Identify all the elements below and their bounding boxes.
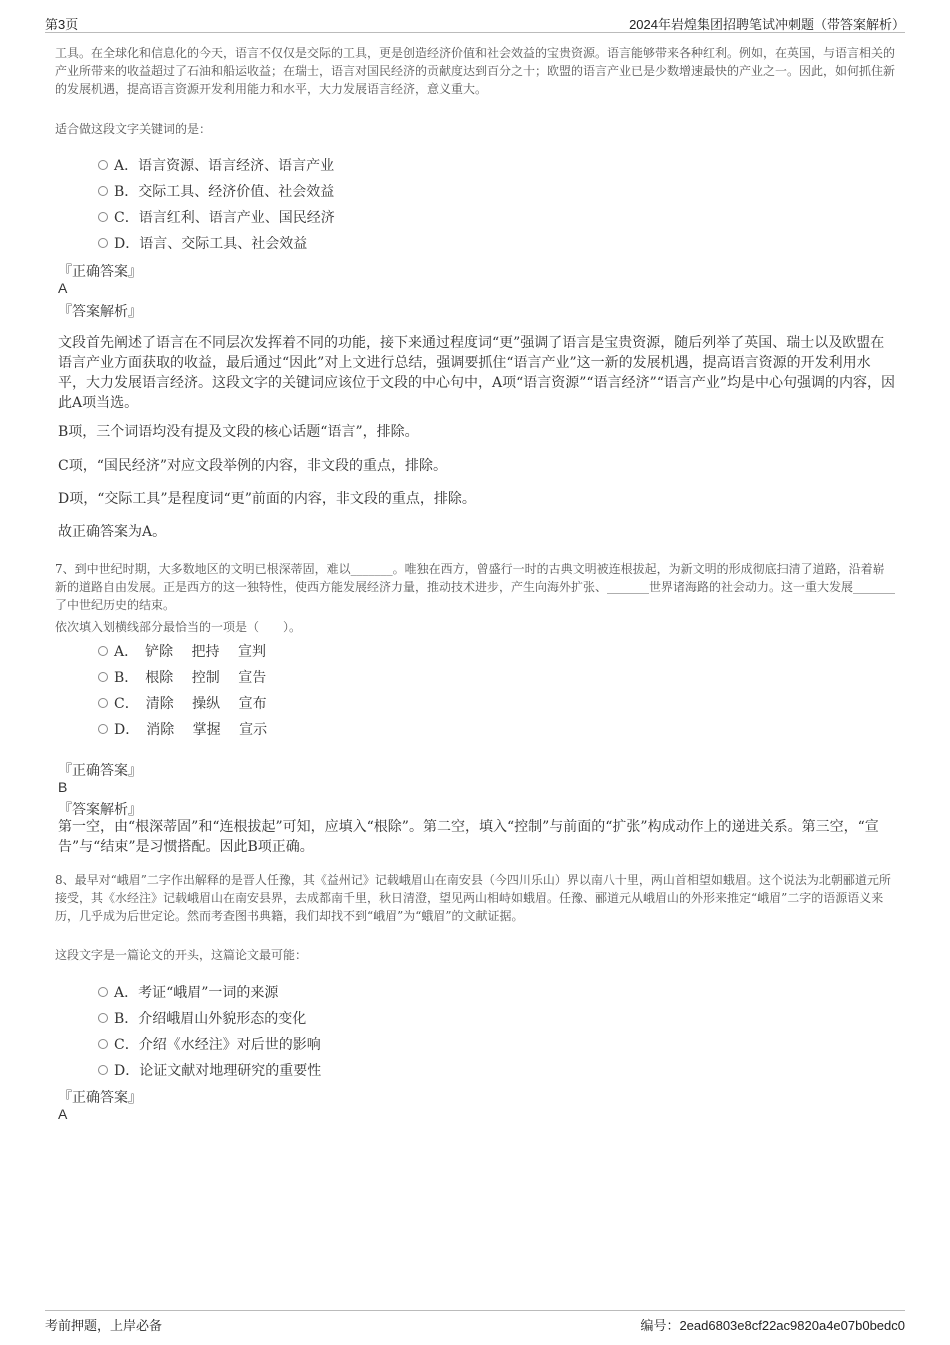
page-header	[45, 12, 905, 33]
q7-option-b[interactable]: B． 根除 控制 宣告	[98, 667, 266, 687]
page-number: 第3页	[45, 17, 79, 32]
q8-option-c[interactable]: C．介绍《水经注》对后世的影响	[98, 1034, 321, 1054]
q6-analysis-b: B项，三个词语均没有提及文段的核心话题“语言”，排除。	[58, 424, 419, 440]
q8-question: 这段文字是一篇论文的开头，这篇论文最可能：	[55, 948, 308, 962]
q6-option-b[interactable]: B．交际工具、经济价值、社会效益	[98, 181, 334, 201]
radio-icon[interactable]	[98, 698, 108, 708]
radio-icon[interactable]	[98, 212, 108, 222]
q7-answer-label: 『正确答案』	[58, 762, 142, 778]
q6-option-d[interactable]: D．语言、交际工具、社会效益	[98, 233, 307, 253]
footer-slogan: 考前押题，上岸必备	[45, 1318, 163, 1333]
document-code: 编号：2ead6803e8cf22ac9820a4e07b0bedc0	[640, 1318, 905, 1333]
q6-analysis-label: 『答案解析』	[58, 303, 142, 319]
radio-icon[interactable]	[98, 1039, 108, 1049]
radio-icon[interactable]	[98, 186, 108, 196]
q6-passage: 工具。在全球化和信息化的今天，语言不仅仅是交际的工具，更是创造经济价值和社会效益的宝贵资源。语言能够带来各种红利。例如，在英国，与语言相关的产业所带来的收益超过了石油和船运收益；在瑞士，语言对国民经济的贡献度达到百分之十；欧盟的语言产业已是少数增速最快的产业之一。因此，如何抓住新的发展机遇，提高语言资源开发利用能力和水平，大力发展语言经济，意义重大。	[55, 46, 896, 96]
q6-question: 适合做这段文字关键词的是：	[55, 122, 212, 136]
q6-option-a[interactable]: A．语言资源、语言经济、语言产业	[98, 155, 334, 175]
q8-option-b[interactable]: B．介绍峨眉山外貌形态的变化	[98, 1008, 306, 1028]
q6-analysis-d: D项，“交际工具”是程度词“更”前面的内容，非文段的重点，排除。	[58, 491, 476, 507]
radio-icon[interactable]	[98, 1065, 108, 1075]
radio-icon[interactable]	[98, 238, 108, 248]
q8-passage: 8、最早对“峨眉”二字作出解释的是晋人任豫，其《益州记》记载峨眉山在南安县（今四川乐山）界以南八十里，两山首相望如蛾眉。这个说法为北朝郦道元所接受，其《水经注》记载峨眉山在南安县界，去成都南千里，秋日清澄，望见两山相峙如蛾眉。任豫、郦道元从峨眉山的外形来推定“峨眉”二字的语源语义来历，几乎成为后世定论。然而考查图书典籍，我们却找不到“峨眉”为“蛾眉”的文献证据。	[55, 873, 891, 923]
q7-option-a[interactable]: A． 铲除 把持 宣判	[98, 641, 266, 661]
q8-option-a[interactable]: A．考证“峨眉”一词的来源	[98, 982, 278, 1002]
q7-passage: 7、到中世纪时期，大多数地区的文明已根深蒂固，难以_______。唯独在西方，曾盛行一时的古典文明被连根拔起，为新文明的形成彻底扫清了道路，沿着崭新的道路自由发展。正是西方的这一独特性，使西方能发展经济力量，推动技术进步，产生向海外扩张、_______世界诸海路的社会动力。这一重大发展_______了中世纪历史的结束。	[55, 562, 896, 612]
radio-icon[interactable]	[98, 160, 108, 170]
q6-answer: A	[58, 280, 68, 296]
page-footer	[45, 1310, 905, 1337]
radio-icon[interactable]	[98, 987, 108, 997]
q7-option-c[interactable]: C． 清除 操纵 宣布	[98, 693, 267, 713]
radio-icon[interactable]	[98, 646, 108, 656]
q8-option-d[interactable]: D．论证文献对地理研究的重要性	[98, 1060, 321, 1080]
radio-icon[interactable]	[98, 1013, 108, 1023]
q7-analysis: 第一空，由“根深蒂固”和“连根拔起”可知，应填入“根除”。第二空，填入“控制”与前面的“扩张”构成动作上的递进关系。第三空，“宣告”与“结束”是习惯搭配。因此B项正确。	[58, 819, 879, 855]
q6-answer-label: 『正确答案』	[58, 263, 142, 279]
q6-conclusion: 故正确答案为A。	[58, 524, 167, 540]
radio-icon[interactable]	[98, 672, 108, 682]
q7-answer: B	[58, 779, 68, 795]
q6-option-c[interactable]: C．语言红利、语言产业、国民经济	[98, 207, 335, 227]
q7-option-d[interactable]: D． 消除 掌握 宣示	[98, 719, 267, 739]
q6-analysis-main: 文段首先阐述了语言在不同层次发挥着不同的功能，接下来通过程度词“更”强调了语言是宝贵资源，随后列举了英国、瑞士以及欧盟在语言产业方面获取的收益，最后通过“因此”对上文进行总结，强调要抓住“语言产业”这一新的发展机遇，提高语言资源的开发利用水平，大力发展语言经济。这段文字的关键词应该位于文段的中心句中，A项“语言资源”“语言经济”“语言产业”均是中心句强调的内容，因此A项当选。	[58, 335, 896, 411]
q8-answer-label: 『正确答案』	[58, 1089, 142, 1105]
radio-icon[interactable]	[98, 724, 108, 734]
q7-question: 依次填入划横线部分最恰当的一项是（ ）。	[55, 620, 302, 634]
q6-analysis-c: C项，“国民经济”对应文段举例的内容，非文段的重点，排除。	[58, 458, 448, 474]
document-title: 2024年岩煌集团招聘笔试冲刺题（带答案解析）	[629, 17, 905, 32]
q7-analysis-label: 『答案解析』	[58, 801, 142, 817]
q8-answer: A	[58, 1106, 68, 1122]
